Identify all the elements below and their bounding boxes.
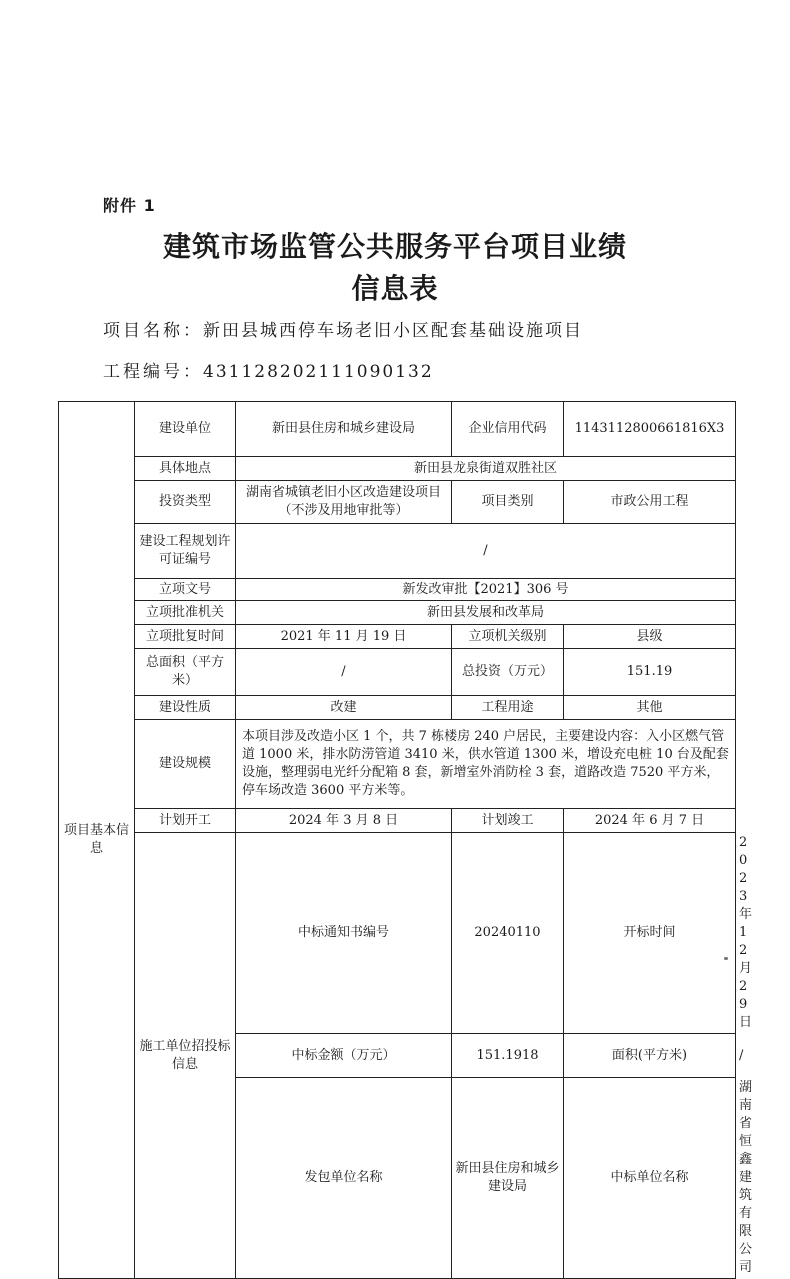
scan-speck	[724, 957, 728, 960]
cell-label: 立项机关级别	[452, 625, 564, 649]
table-row	[59, 524, 736, 579]
cell-label: 计划竣工	[452, 809, 564, 833]
cell-value: 1143112800661816X3	[564, 402, 736, 457]
cell-label: 中标金额（万元）	[236, 1034, 452, 1078]
cell-label: 立项批复时间	[135, 625, 236, 649]
cell-value: 2024 年 3 月 8 日	[236, 809, 452, 833]
table-row	[59, 809, 736, 833]
cell-value-scale: 本项目涉及改造小区 1 个，共 7 栋楼房 240 户居民，主要建设内容：入小区燃气管道 1000 米，排水防涝管道 3410 米，供水管道 1300 米，增设充电桩 10 台及配套设施，整理弱电光纤分配箱 8 套，新增室外消防栓 3 套，道路改造 7520 平方米，停车场改造 3600 平方米等。	[236, 720, 736, 809]
cell-value: /	[236, 524, 736, 579]
table-row	[59, 601, 736, 625]
cell-label: 建设性质	[135, 696, 236, 720]
attachment-label: 附件 1	[103, 196, 156, 215]
table-row: 施工单位招投标信息 中标通知书编号 20240110 开标时间 2023 年 12 月 29 日	[59, 833, 736, 1034]
project-name-value: 新田县城西停车场老旧小区配套基础设施项目	[203, 321, 583, 341]
cell-value: 市政公用工程	[564, 481, 736, 524]
cell-value: 2021 年 11 月 19 日	[236, 625, 452, 649]
cell-label: 立项批准机关	[135, 601, 236, 625]
table-row: 中标金额（万元） 151.1918 面积(平方米) /	[59, 1034, 736, 1078]
group-bid-info: 施工单位招投标信息	[135, 833, 236, 1279]
project-info-table	[58, 401, 753, 1279]
cell-value: 新田县住房和城乡建设局	[236, 402, 452, 457]
cell-label: 企业信用代码	[452, 402, 564, 457]
cell-label: 建设工程规划许可证编号	[135, 524, 236, 579]
cell-value: 新田县发展和改革局	[236, 601, 736, 625]
table-row	[59, 649, 736, 696]
cell-label: 计划开工	[135, 809, 236, 833]
cell-label: 面积(平方米)	[564, 1034, 736, 1078]
cell-label: 总面积（平方米）	[135, 649, 236, 696]
cell-value: 新田县住房和城乡建设局	[452, 1078, 564, 1279]
table-row	[59, 720, 736, 809]
cell-label: 中标通知书编号	[236, 833, 452, 1034]
document-title: 建筑市场监管公共服务平台项目业绩	[162, 230, 627, 263]
cell-value: 2024 年 6 月 7 日	[564, 809, 736, 833]
cell-value: 改建	[236, 696, 452, 720]
table-row	[59, 696, 736, 720]
cell-label: 建设规模	[135, 720, 236, 809]
cell-value: 20240110	[452, 833, 564, 1034]
table-row	[59, 625, 736, 649]
project-code-line	[103, 357, 434, 382]
cell-label: 立项文号	[135, 579, 236, 601]
cell-value: 湖南省城镇老旧小区改造建设项目（不涉及用地审批等）	[236, 481, 452, 524]
table-row	[59, 457, 736, 481]
cell-label: 工程用途	[452, 696, 564, 720]
project-code-value: 43112820211109013​2	[203, 362, 434, 382]
cell-value: 新田县龙泉街道双胜社区	[236, 457, 736, 481]
group-basic-info: 项目基本信息	[59, 402, 135, 1279]
cell-label: 发包单位名称	[236, 1078, 452, 1279]
cell-label: 具体地点	[135, 457, 236, 481]
cell-value: 151.19	[564, 649, 736, 696]
cell-label: 项目类别	[452, 481, 564, 524]
project-name-line	[103, 316, 583, 341]
table-row: 发包单位名称 新田县住房和城乡建设局 中标单位名称 湖南省恒鑫建筑有限公司	[59, 1078, 736, 1279]
table-row	[59, 402, 736, 457]
cell-value: 县级	[564, 625, 736, 649]
table-row	[59, 579, 736, 601]
cell-label: 总投资（万元）	[452, 649, 564, 696]
project-code-label: 工程编号：	[103, 362, 203, 382]
table-row	[59, 481, 736, 524]
cell-label: 投资类型	[135, 481, 236, 524]
cell-value: 151.1918	[452, 1034, 564, 1078]
cell-value: /	[236, 649, 452, 696]
cell-label: 开标时间	[564, 833, 736, 1034]
cell-label: 建设单位	[135, 402, 236, 457]
cell-value: 新发改审批【2021】306 号	[236, 579, 736, 601]
project-name-label: 项目名称：	[103, 321, 203, 341]
document-title-line2: 信息表	[351, 272, 439, 305]
cell-label: 中标单位名称	[564, 1078, 736, 1279]
cell-value: 其他	[564, 696, 736, 720]
